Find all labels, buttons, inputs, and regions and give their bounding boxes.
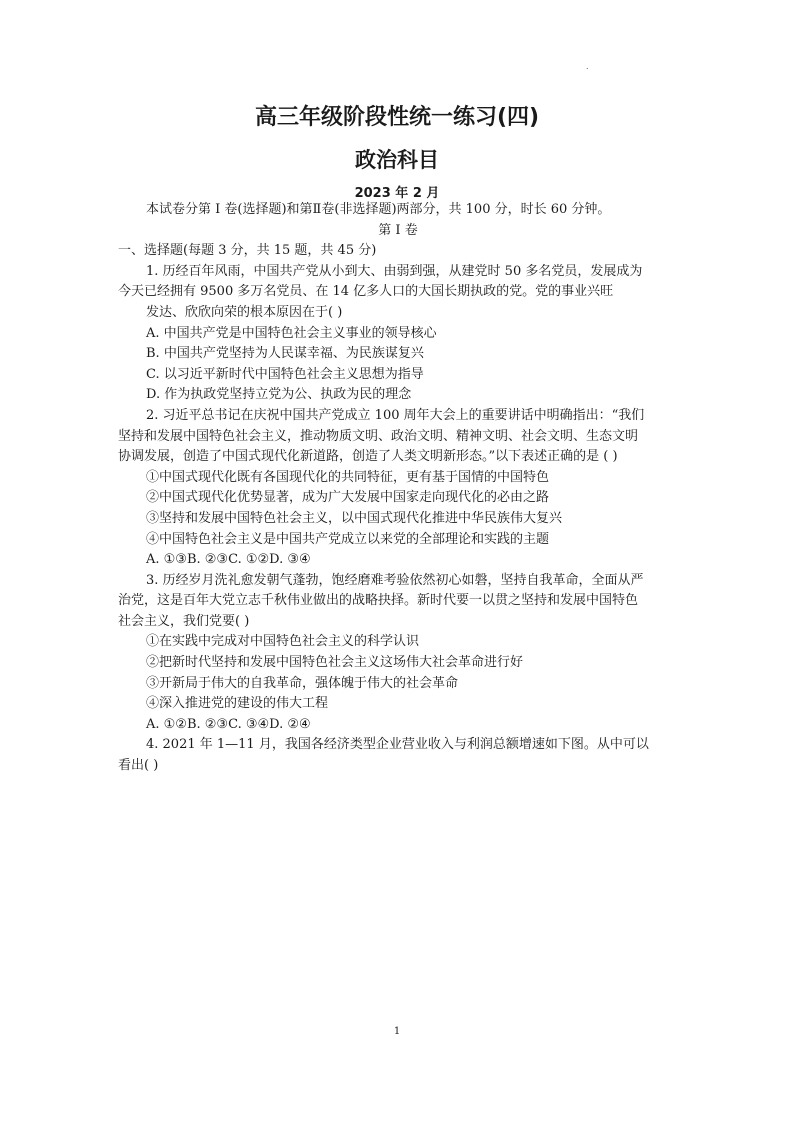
exam-subject: 政治科目 <box>355 148 439 172</box>
question-stem-line: 4. 2021 年 1—11 月，我国各经济类型企业营业收入与利润总额增速如下图。从中可以 <box>146 737 649 753</box>
question-2 <box>118 406 678 571</box>
statement-2: ②把新时代坚持和发展中国特色社会主义这场伟大社会革命进行好 <box>146 655 524 671</box>
exam-title: 高三年级阶段性统一练习(四) <box>254 105 540 130</box>
statement-1: ①在实践中完成对中国特色社会主义的科学认识 <box>146 634 420 650</box>
question-stem-line: 看出( ) <box>118 758 159 774</box>
answer-choices: A. ①③B. ②③C. ①②D. ③④ <box>146 552 311 568</box>
statement-1: ①中国式现代化既有各国现代化的共同特征，更有基于国情的中国特色 <box>146 469 550 485</box>
statement-4: ④深入推进党的建设的伟大工程 <box>146 696 329 712</box>
answer-choices: A. ①②B. ②③C. ③④D. ②④ <box>146 716 311 732</box>
option-d: D. 作为执政党坚持立党为公、执政为民的理念 <box>146 387 412 403</box>
stray-dot: . <box>586 62 589 71</box>
page-number: 1 <box>393 1026 401 1037</box>
exam-date: 2023 年 2 月 <box>354 186 440 201</box>
question-stem-line: 发达、欣欣向荣的根本原因在于( ) <box>146 304 343 320</box>
statement-4: ④中国特色社会主义是中国共产党成立以来党的全部理论和实践的主题 <box>146 531 550 547</box>
question-stem-line: 1. 历经百年风雨，中国共产党从小到大、由弱到强，从建党时 50 多名党员，发展成为 <box>146 263 643 279</box>
statement-2: ②中国式现代化优势显著，成为广大发展中国家走向现代化的必由之路 <box>146 490 550 506</box>
option-a: A. 中国共产党是中国特色社会主义事业的领导核心 <box>146 325 437 341</box>
question-stem-line: 今天已经拥有 9500 多万名党员、在 14 亿多人口的大国长期执政的党。党的事业兴旺 <box>118 284 614 300</box>
question-stem-line: 治党，这是百年大党立志千秋伟业做出的战略抉择。新时代要一以贯之坚持和发展中国特色 <box>118 593 639 609</box>
question-stem-line: 坚持和发展中国特色社会主义，推动物质文明、政治文明、精神文明、社会文明、生态文明 <box>118 428 639 444</box>
option-b: B. 中国共产党坚持为人民谋幸福、为民族谋复兴 <box>146 346 424 362</box>
part-heading: 一、选择题(每题 3 分，共 15 题，共 45 分) <box>118 243 377 259</box>
section-title: 第 I 卷 <box>378 222 418 238</box>
question-stem-line: 3. 历经岁月洗礼愈发朝气蓬勃，饱经磨难考验依然初心如磐，坚持自我革命，全面从严 <box>146 572 644 588</box>
question-stem-line: 社会主义，我们党要( ) <box>118 613 250 629</box>
intro-text: 本试卷分第 I 卷(选择题)和第Ⅱ卷(非选择题)两部分，共 100 分，时长 60 分钟。 <box>146 202 611 217</box>
exam-content <box>118 200 678 777</box>
question-3 <box>118 571 678 736</box>
question-stem-line: 2. 习近平总书记在庆祝中国共产党成立 100 周年大会上的重要讲话中明确指出：“我们 <box>146 407 645 423</box>
question-4 <box>118 735 678 776</box>
question-stem-line: 协调发展，创造了中国式现代化新道路，创造了人类文明新形态。”以下表述正确的是 ( ) <box>118 449 618 465</box>
statement-3: ③坚持和发展中国特色社会主义，以中国式现代化推进中华民族伟大复兴 <box>146 510 563 526</box>
option-c: C. 以习近平新时代中国特色社会主义思想为指导 <box>146 366 424 382</box>
question-1 <box>118 262 678 406</box>
statement-3: ③开新局于伟大的自我革命，强体魄于伟大的社会革命 <box>146 675 459 691</box>
